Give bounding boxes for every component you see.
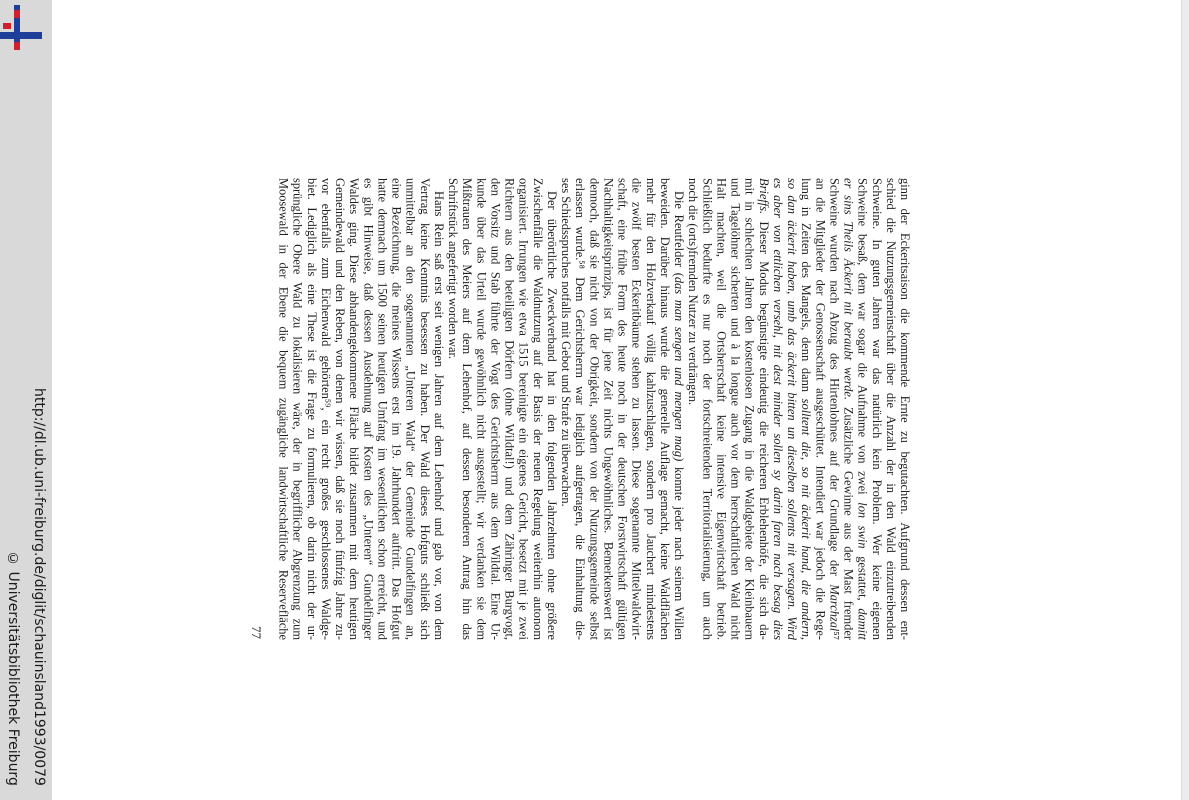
text-line bbox=[757, 178, 771, 640]
text-line bbox=[305, 178, 319, 640]
logo-mark-top bbox=[14, 10, 20, 18]
text-run: Waldes ging. Diese abhandengekommene Fläche bildet zusammen mit dem heutigen bbox=[347, 178, 362, 640]
text-line bbox=[630, 178, 644, 640]
footer-url: http://dl.ub.uni-freiburg.de/diglit/schauinsland1993/0079 bbox=[31, 388, 47, 786]
text-run: Mißtrauen des Meiers auf dem Lehenhof, auf dessen besonderen Antrag hin das bbox=[460, 178, 475, 640]
text-line bbox=[333, 178, 347, 640]
text-line bbox=[573, 178, 587, 640]
text-line bbox=[601, 178, 615, 640]
text-run: konnte jeder nach seinem Willen bbox=[672, 461, 686, 640]
text-run: hatte demnach um 1500 seinen heutigen Umfang im wesentlichen schon erreicht, und bbox=[375, 178, 390, 640]
italic-text-run: solltent die, so nit äckerit hand, die andern, bbox=[799, 398, 814, 640]
text-run: biet. Lediglich als eine These ist die Frage zu formulieren, ob darin nicht der ur- bbox=[304, 178, 319, 640]
text-line bbox=[559, 178, 573, 640]
ub-freiburg-logo-icon bbox=[0, 3, 46, 51]
italic-text-run: das man sengen und mengen mag) bbox=[672, 276, 686, 462]
right-border bbox=[1181, 0, 1189, 800]
italic-text-run: lon swin bbox=[855, 502, 870, 549]
text-run: Nachhaltigkeitsprinzips, ist für jene Zeit nichts Ungewöhnliches. Bemerkenswert ist bbox=[601, 178, 616, 640]
text-run: beweiden. Darüber hinaus wurde die generelle Auflage gemacht, keine Waldflächen bbox=[657, 178, 672, 640]
text-line bbox=[672, 178, 686, 640]
text-run: an die Mitglieder der Genossenschaft ausgeschüttet. Intendiert war jedoch die Rege- bbox=[813, 178, 828, 640]
library-footer-strip bbox=[0, 0, 52, 800]
text-line bbox=[870, 178, 884, 640]
text-line bbox=[347, 178, 361, 640]
text-line bbox=[884, 178, 898, 640]
text-line bbox=[361, 178, 375, 640]
text-run: ses Schiedsspruches notfalls mit Gebot und Strafe zu überwachen. bbox=[559, 178, 573, 507]
footer-copyright: © Universitätsbibliothek Freiburg bbox=[5, 551, 21, 786]
text-run: eine Bezeichnung, die meines Wissens erst im 19. Jahrhundert auftritt. Das Hofgut bbox=[389, 178, 404, 640]
text-line bbox=[404, 178, 418, 640]
text-run: Gemeindewald und den Reben, von denen wir wissen, daß sie noch fünfzig Jahre zu- bbox=[333, 178, 347, 640]
text-line bbox=[898, 178, 912, 640]
text-line bbox=[841, 178, 855, 640]
text-line bbox=[644, 178, 658, 640]
text-line bbox=[432, 178, 446, 640]
text-run: Schließlich bedurfte es nur noch der fortschreitenden Territorialisierung, um auch bbox=[700, 178, 715, 640]
text-line bbox=[686, 178, 700, 640]
text-line bbox=[545, 178, 559, 640]
italic-text-run: Marchzal bbox=[827, 584, 842, 632]
text-line bbox=[743, 178, 757, 640]
text-line bbox=[658, 178, 672, 640]
logo-mark-left bbox=[3, 23, 11, 29]
text-run: Hans Rein saß erst seit wenigen Jahren auf dem Lehenhof und gab vor, von dem bbox=[431, 191, 446, 640]
text-run: Zwischenfälle die Waldnutzung auf der Basis der neuen Regelung weiterhin autonom bbox=[530, 178, 545, 640]
text-run: Moosewald in der Ebene die bequem zugängliche landwirtschaftliche Reservefläche bbox=[276, 178, 291, 640]
text-run: sprüngliche Obere Wald zu lokalisieren wäre, der in begrifflicher Abgrenzung zum bbox=[290, 178, 305, 640]
text-line bbox=[714, 178, 728, 640]
text-run: gestattet, bbox=[855, 548, 870, 609]
text-run: Schriftstück angefertigt worden war. bbox=[446, 178, 460, 359]
text-run: schaft, eine frühe Form des heute noch in der deutschen Forstwirtschaft gültigen bbox=[615, 178, 630, 640]
logo-mark-bottom bbox=[14, 42, 20, 50]
text-run: kunde über das Urteil wurde gewöhnlich nicht ausgestellt; wir verdanken sie dem bbox=[474, 178, 489, 640]
italic-text-run: damitt bbox=[855, 608, 870, 640]
text-line bbox=[319, 178, 333, 640]
text-run: Zusätzliche Gewinne aus der Mast fremder bbox=[841, 400, 856, 640]
text-line bbox=[418, 178, 432, 640]
text-run: ginn der Eckeritsaison die kommende Ernte zu begutachten. Aufgrund dessen ent- bbox=[898, 178, 912, 640]
text-run: ⁵⁷ bbox=[827, 631, 842, 640]
text-line bbox=[785, 178, 799, 640]
footer-caption bbox=[0, 368, 52, 786]
text-run: schied die Nutzungsgemeinschaft über die Anzahl der in den Wald einzutreibenden bbox=[883, 178, 898, 640]
text-run: Schweine besaß, dem war sogar die Aufnahme von zwei bbox=[855, 178, 870, 503]
text-line bbox=[587, 178, 601, 640]
text-run: es gibt Hinweise, daß dessen Ausdehnung auf Kosten des „Unteren“ Gundelfinger bbox=[361, 178, 376, 640]
italic-text-run: so dan äckerit haben, umb das äckerit bitten un dieselben sollents nit versagen. Wird bbox=[785, 178, 799, 640]
text-run: Dieser Modus begünstigte eindeutig die reicheren Erblehenhöfe, die sich da- bbox=[756, 214, 771, 640]
text-run: Richtern aus den beteiligten Dörfern (ohne Wildtal!) und dem Zähringer Burgvogt, bbox=[502, 178, 517, 640]
text-run: Schweine. In guten Jahren war das natürlich kein Problem. Wer keine eigenen bbox=[869, 178, 884, 640]
text-line bbox=[700, 178, 714, 640]
text-line bbox=[389, 178, 403, 640]
document-page bbox=[52, 0, 1181, 800]
text-run: noch die (orts)fremden Nutzer zu verdrängen. bbox=[686, 178, 701, 406]
text-line bbox=[460, 178, 474, 640]
italic-text-run: er sins Theils Äckerit nit beraubt werde. bbox=[841, 178, 856, 401]
logo-bar-horizontal bbox=[0, 32, 42, 39]
text-run: und Tagelöhner sicherten und à la longue auch vor dem herrschaftlichen Wald nicht bbox=[728, 178, 743, 640]
text-line bbox=[474, 178, 488, 640]
text-run: organisiert. Irrungen wie etwa 1515 bereinigte ein eigenes Gericht, besetzt mit je zwei bbox=[516, 178, 531, 640]
italic-text-run: es aber von ettlichen versehl, nit dest minder sollen sy darin faren nach besag dies bbox=[770, 178, 785, 640]
text-line bbox=[728, 178, 742, 640]
text-run: erlassen wurde.⁵⁸ Dem Gerichtsherrn war lediglich aufgetragen, die Einhaltung die- bbox=[573, 178, 588, 640]
text-run: vor ebenfalls zum Eichenwald gehörten⁵⁹, ein recht großes geschlossenes Waldge- bbox=[318, 178, 333, 640]
text-line bbox=[446, 178, 460, 640]
text-run: unmittelbar an den sogenannten „Unteren Wald“ der Gemeinde Gundelfingen an, bbox=[403, 178, 418, 640]
text-line bbox=[291, 178, 305, 640]
text-line bbox=[856, 178, 870, 640]
text-run: Halt machten, weil die Ortsherrschaft keine intensive Eigenwirtschaft betrieb. bbox=[714, 178, 729, 640]
text-run: Schweine wurden nach Abzug des Hirtenlohnes auf der Grundlage der bbox=[827, 178, 842, 585]
body-text bbox=[276, 178, 912, 640]
text-line bbox=[517, 178, 531, 640]
text-run: dennoch, daß sie nicht von der Obrigkeit, sondern von der Nutzungsgemeinde selbst bbox=[587, 178, 602, 640]
text-run: Der überörtliche Zweckverband hat in den folgenden Jahrzehnten ohne größere bbox=[544, 191, 559, 640]
text-run: Vertrag keine Kenntnis besessen zu haben. Der Wald dieses Hofguts schließt sich bbox=[417, 178, 432, 640]
page-number: 77 bbox=[249, 626, 264, 639]
text-run: den Vorsitz und Stab führte der Vogt des Gerichtsherrn aus dem Wildtal. Eine Ur- bbox=[488, 178, 503, 640]
text-line bbox=[375, 178, 389, 640]
text-line bbox=[771, 178, 785, 640]
text-line bbox=[488, 178, 502, 640]
text-run: mit in schlechten Jahren den kostenlosen Zugang in die Waldgebiete der Kleinbauern bbox=[742, 178, 757, 640]
text-line bbox=[276, 178, 290, 640]
text-line bbox=[531, 178, 545, 640]
text-run: mehr für den Holzverkauf völlig kahlzuschlagen, sondern pro Jauchert mindestens bbox=[643, 178, 658, 640]
text-line bbox=[813, 178, 827, 640]
text-line bbox=[799, 178, 813, 640]
text-line bbox=[502, 178, 516, 640]
text-run: lung in Zeiten des Mangels, denn dann bbox=[799, 178, 814, 399]
text-line bbox=[827, 178, 841, 640]
text-line bbox=[615, 178, 629, 640]
italic-text-run: Brieffs. bbox=[756, 178, 771, 215]
text-run: die zwölf besten Eckeritbäume stehen zu lassen. Diese sogenannte Mittelwaldwirt- bbox=[629, 178, 644, 640]
text-run: Die Reutfelder ( bbox=[672, 191, 686, 277]
